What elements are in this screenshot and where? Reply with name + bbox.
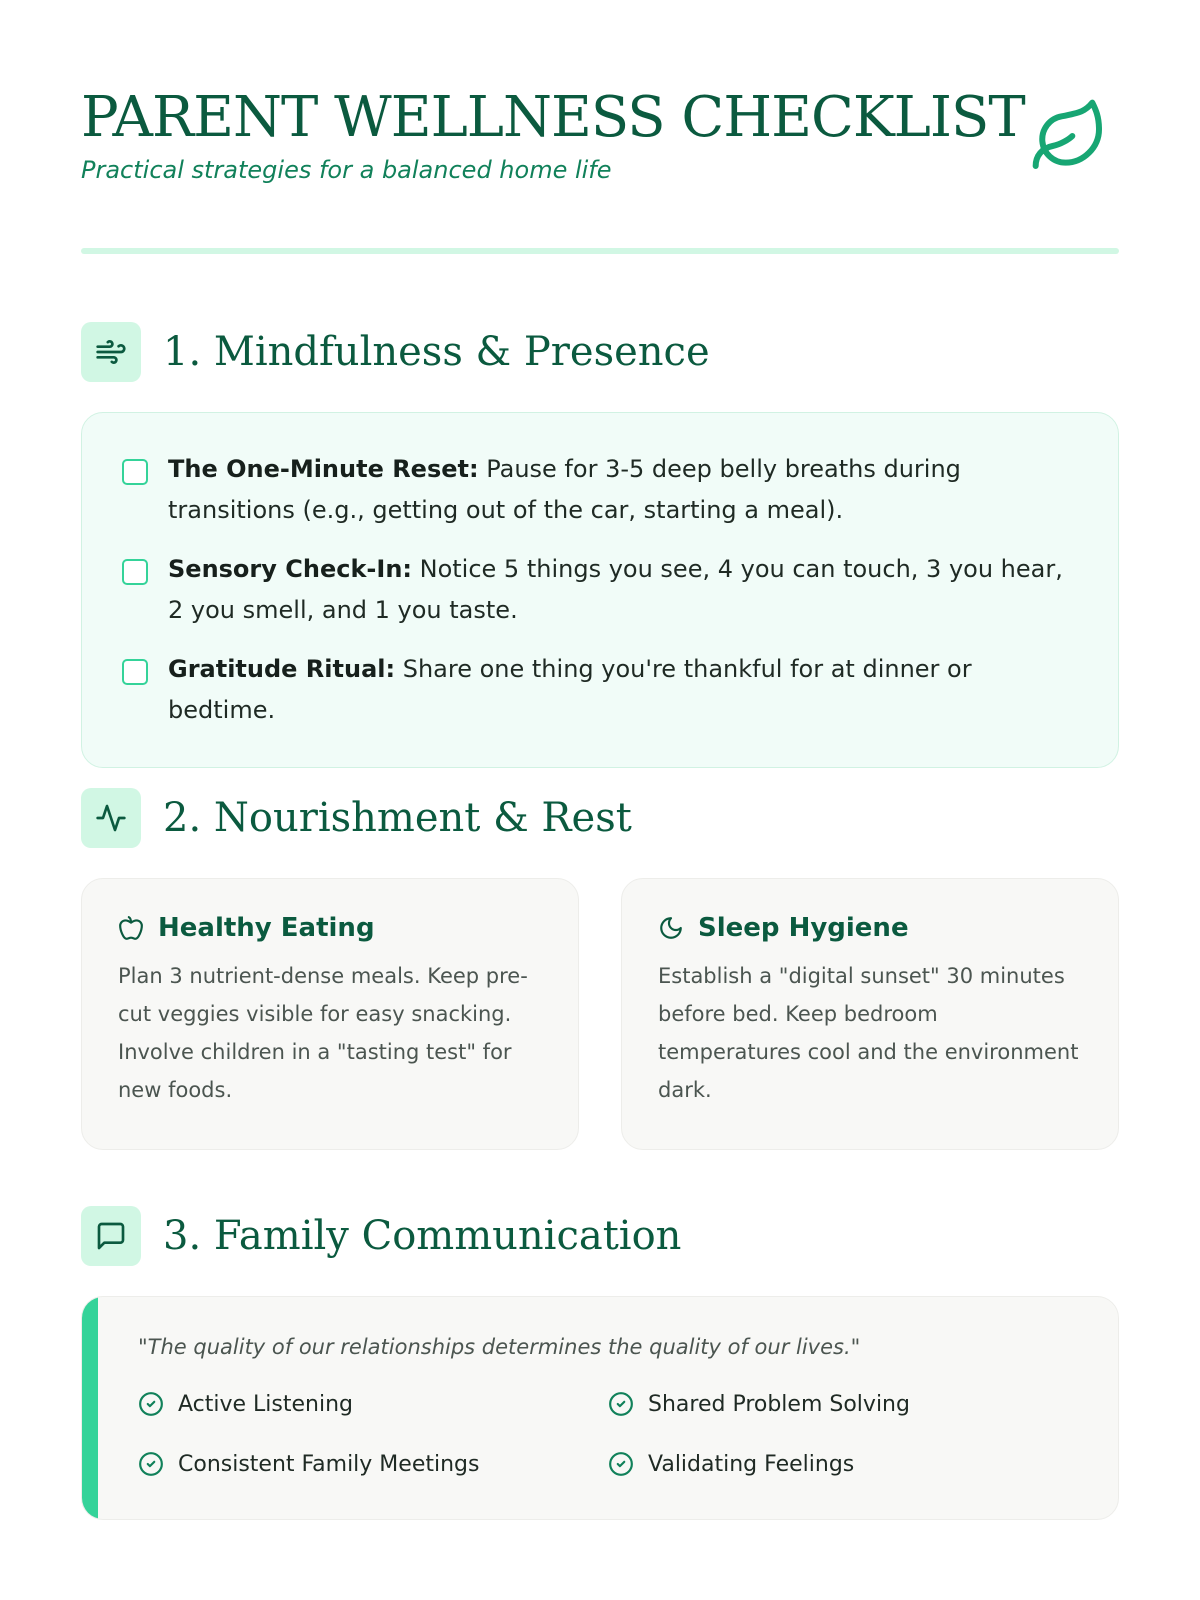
list-item [608, 1383, 1078, 1425]
list-item [138, 1383, 608, 1425]
list-item-label: Consistent Family Meetings [178, 1451, 480, 1477]
quote-card [81, 1296, 1119, 1520]
section-heading [81, 788, 1119, 848]
activity-icon [81, 788, 141, 848]
section-title: 2. Nourishment & Rest [163, 795, 632, 841]
header [81, 0, 1119, 252]
checklist-item [122, 549, 1078, 631]
list-item-label: Active Listening [178, 1391, 354, 1417]
checkbox[interactable] [122, 459, 148, 485]
checklist-item-label: The One-Minute Reset: [168, 455, 479, 483]
section-title: 1. Mindfulness & Presence [163, 329, 710, 375]
page-subtitle: Practical strategies for a balanced home life [81, 156, 612, 184]
healthy-eating-card [81, 878, 579, 1150]
check-circle-icon [138, 1451, 164, 1477]
message-square-icon [81, 1206, 141, 1266]
card-body: Establish a "digital sunset" 30 minutes before bed. Keep bedroom temperatures cool and the environment dark. [658, 964, 1079, 1102]
apple-icon [118, 915, 144, 941]
header-divider [81, 248, 1119, 254]
card-title [658, 913, 1082, 943]
checklist-item-text [168, 549, 1078, 631]
list-item-label: Shared Problem Solving [648, 1391, 910, 1417]
quote-accent-bar [82, 1297, 98, 1519]
checklist-item-text [168, 449, 1078, 531]
checklist-item-text [168, 649, 1078, 731]
checklist-item-description: Notice 5 things you see, 4 you can touch, 3 you hear, 2 you smell, and 1 you taste. [168, 555, 1063, 624]
list-item [138, 1443, 608, 1485]
card-body: Plan 3 nutrient-dense meals. Keep pre-cut veggies visible for easy snacking. Involve children in a "tasting test" for new foods. [118, 964, 528, 1102]
section-mindfulness [81, 322, 1119, 768]
moon-icon [658, 915, 684, 941]
checklist-item [122, 449, 1078, 531]
list-item [608, 1443, 1078, 1485]
checklist-item-description: Pause for 3-5 deep belly breaths during transitions (e.g., getting out of the car, starting a meal). [168, 455, 961, 524]
checklist-item [122, 649, 1078, 731]
section-nourishment [81, 788, 1119, 1150]
section-communication [81, 1206, 1119, 1520]
card-title-text: Sleep Hygiene [698, 913, 909, 943]
card-title-text: Healthy Eating [158, 913, 375, 943]
check-circle-icon [138, 1391, 164, 1417]
page-title: PARENT WELLNESS CHECKLIST [81, 85, 1025, 150]
leaf-icon [1029, 96, 1109, 176]
section-heading [81, 322, 1119, 382]
card-title [118, 913, 542, 943]
checklist-item-description: Share one thing you're thankful for at dinner or bedtime. [168, 655, 972, 724]
section-title: 3. Family Communication [163, 1213, 682, 1259]
checklist-item-label: Sensory Check-In: [168, 555, 412, 583]
quote-text: "The quality of our relationships determines the quality of our lives." [138, 1335, 861, 1359]
list-item-label: Validating Feelings [648, 1451, 855, 1477]
check-circle-icon [608, 1391, 634, 1417]
checkbox[interactable] [122, 559, 148, 585]
checklist-item-label: Gratitude Ritual: [168, 655, 396, 683]
checkbox[interactable] [122, 659, 148, 685]
section-heading [81, 1206, 1119, 1266]
check-circle-icon [608, 1451, 634, 1477]
card-grid [81, 878, 1119, 1150]
wind-icon [81, 322, 141, 382]
communication-list [138, 1383, 1078, 1485]
sleep-hygiene-card [621, 878, 1119, 1150]
checklist-card [81, 412, 1119, 768]
